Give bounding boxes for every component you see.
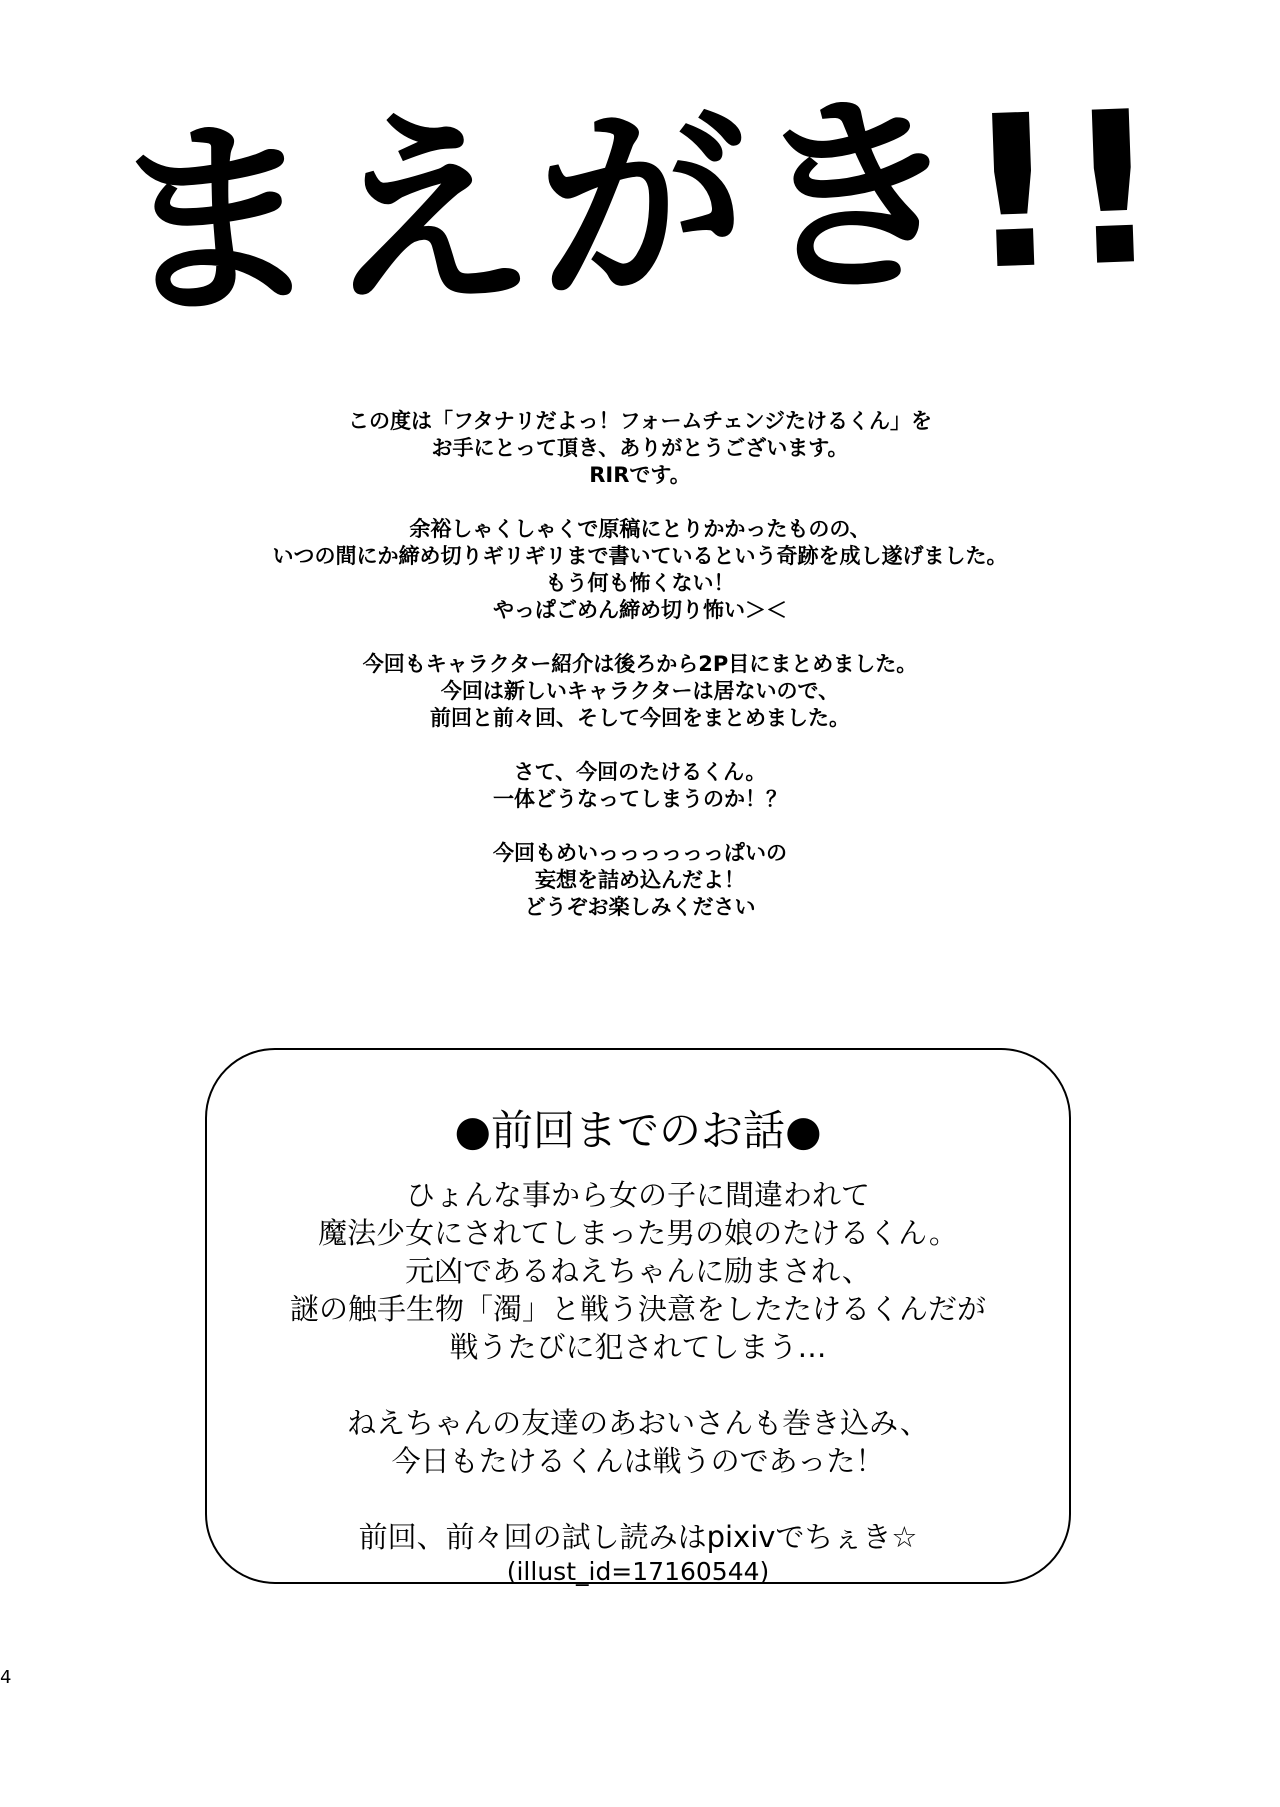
intro-text (140, 408, 1140, 948)
text-line: どうぞお楽しみください (524, 895, 756, 919)
text-line: この度は「フタナリだよっ！フォームチェンジたけるくん」を (348, 409, 932, 433)
story-body (207, 1176, 1069, 1480)
story-paragraph (207, 1176, 1069, 1366)
story-summary-box (205, 1048, 1071, 1584)
text-line: 元凶であるねえちゃんに励まされ、 (405, 1254, 871, 1288)
text-line: さて、今回のたけるくん。 (513, 760, 767, 784)
preview-note (207, 1518, 1069, 1588)
text-line: ねえちゃんの友達のあおいさんも巻き込み、 (347, 1406, 929, 1440)
text-line: 今日もたけるくんは戦うのであった！ (391, 1444, 885, 1478)
text-line: RIRです。 (589, 463, 691, 487)
intro-paragraph (140, 759, 1140, 813)
intro-paragraph (140, 516, 1140, 624)
text-line: もう何も怖くない！ (545, 571, 735, 595)
text-line: 前回と前々回、そして今回をまとめました。 (430, 706, 850, 730)
text-line: 謎の触手生物「濁」と戦う決意をしたたけるくんだが (289, 1292, 986, 1326)
text-line: やっぱごめん締め切り怖い＞＜ (493, 598, 787, 622)
illust-id: (illust_id=17160544) (506, 1557, 770, 1586)
text-line: ひょんな事から女の子に間違われて (405, 1178, 870, 1212)
text-line: 魔法少女にされてしまった男の娘のたけるくん。 (318, 1216, 958, 1250)
page-number: 4 (0, 1667, 12, 1688)
text-line: お手にとって頂き、ありがとうございます。 (431, 436, 849, 460)
intro-paragraph (140, 408, 1140, 489)
preview-link-text: 前回、前々回の試し読みはpixivでちぇき☆ (358, 1520, 918, 1554)
story-paragraph (207, 1404, 1069, 1480)
intro-paragraph (140, 840, 1140, 921)
text-line: 今回もめいっっっっっっぱいの (493, 841, 787, 865)
text-line: 戦うたびに犯されてしまう… (449, 1330, 827, 1364)
text-line: 余裕しゃくしゃくで原稿にとりかかったものの、 (409, 517, 871, 541)
text-line: 妄想を詰め込んだよ！ (535, 868, 745, 892)
text-line: いつの間にか締め切りギリギリまで書いているという奇跡を成し遂げました。 (272, 544, 1008, 568)
text-line: 今回もキャラクター紹介は後ろから2P目にまとめました。 (362, 652, 918, 676)
text-line: 今回は新しいキャラクターは居ないので、 (440, 679, 840, 703)
text-line: 一体どうなってしまうのか！？ (493, 787, 787, 811)
intro-paragraph (140, 651, 1140, 732)
story-heading: ●前回までのお話● (454, 1106, 822, 1155)
page-title: まえがき!! (105, 65, 1170, 347)
